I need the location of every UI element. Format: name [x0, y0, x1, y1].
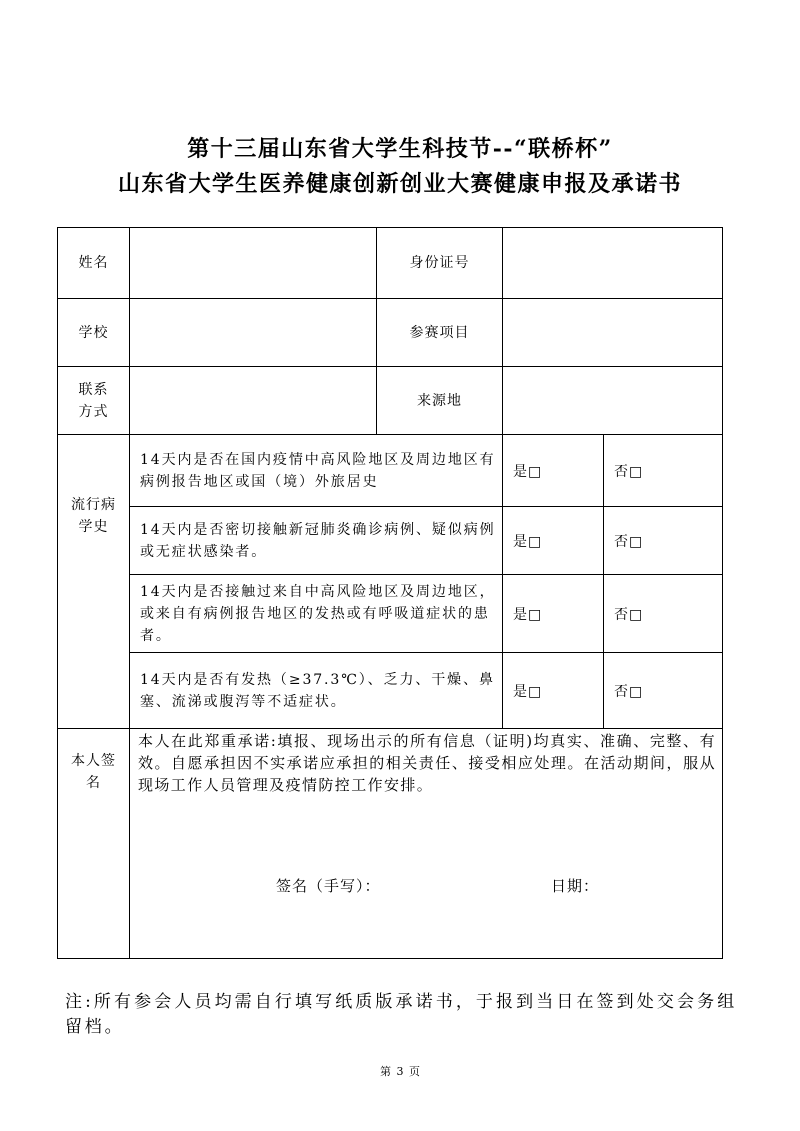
- contact-label-cell: [57, 366, 130, 435]
- title-line-1: 第十三届山东省大学生科技节--“联桥杯”: [187, 136, 613, 162]
- question-4-yes-option[interactable]: [502, 652, 604, 729]
- question-cell: [129, 652, 503, 729]
- origin-label-cell: [376, 366, 503, 435]
- signature-section-label: 本人签名: [71, 753, 116, 791]
- yes-checkbox-label[interactable]: 是□: [513, 533, 543, 550]
- name-field[interactable]: [129, 227, 377, 299]
- question-cell: [129, 434, 503, 507]
- id-number-label-cell: [376, 227, 503, 299]
- footnote: 注:所有参会人员均需自行填写纸质版承诺书，于报到当日在签到处交会务组留档。: [65, 992, 737, 1037]
- no-checkbox-label[interactable]: 否□: [614, 463, 644, 480]
- project-label: 参赛项目: [409, 324, 470, 341]
- name-label: 姓名: [78, 255, 109, 271]
- question-cell: [129, 574, 503, 653]
- question-4-text: 14天内是否有发热（≥37.3℃）、乏力、干燥、鼻塞、流涕或腹泻等不适症状。: [140, 671, 495, 710]
- school-label-cell: [57, 298, 130, 367]
- signature-area[interactable]: [129, 728, 723, 959]
- signature-label-cell: [57, 728, 130, 959]
- question-2-yes-option[interactable]: [502, 506, 604, 575]
- contact-field[interactable]: [129, 366, 377, 435]
- project-label-cell: [376, 298, 503, 367]
- id-number-field[interactable]: [502, 227, 723, 299]
- school-field[interactable]: [129, 298, 377, 367]
- origin-field[interactable]: [502, 366, 723, 435]
- id-number-label: 身份证号: [409, 255, 470, 271]
- title-line-2: 山东省大学生医养健康创新创业大赛健康申报及承诺书: [117, 171, 682, 197]
- question-3-text: 14天内是否接触过来自中高风险地区及周边地区，或来自有病例报告地区的发热或有呼吸道症状的患者。: [140, 583, 496, 644]
- date-label: 日期：: [551, 877, 600, 895]
- question-2-no-option[interactable]: [603, 506, 723, 575]
- question-1-no-option[interactable]: [603, 434, 723, 507]
- question-3-yes-option[interactable]: [502, 574, 604, 653]
- no-checkbox-label[interactable]: 否□: [614, 683, 644, 700]
- yes-checkbox-label[interactable]: 是□: [513, 683, 543, 700]
- contact-label: 联系方式: [78, 381, 109, 420]
- school-label: 学校: [78, 324, 109, 341]
- epidemiology-label: 流行病学史: [71, 497, 116, 535]
- question-1-text: 14天内是否在国内疫情中高风险地区及周边地区有病例报告地区或国（境）外旅居史: [140, 451, 496, 490]
- document-title: [0, 132, 800, 202]
- project-field[interactable]: [502, 298, 723, 367]
- question-cell: [129, 506, 503, 575]
- question-4-no-option[interactable]: [603, 652, 723, 729]
- name-label-cell: [57, 227, 130, 299]
- no-checkbox-label[interactable]: 否□: [614, 606, 644, 623]
- question-2-text: 14天内是否密切接触新冠肺炎确诊病例、疑似病例或无症状感染者。: [140, 521, 496, 560]
- yes-checkbox-label[interactable]: 是□: [513, 463, 543, 480]
- handwritten-signature-label: 签名（手写）：: [276, 877, 381, 895]
- page-number: 第 3 页: [380, 1065, 420, 1078]
- no-checkbox-label[interactable]: 否□: [614, 533, 644, 550]
- origin-label: 来源地: [417, 392, 462, 409]
- question-3-no-option[interactable]: [603, 574, 723, 653]
- epidemiology-label-cell: [57, 434, 130, 729]
- question-1-yes-option[interactable]: [502, 434, 604, 507]
- yes-checkbox-label[interactable]: 是□: [513, 606, 543, 623]
- commitment-statement: 本人在此郑重承诺:填报、现场出示的所有信息（证明)均真实、准确、完整、有效。自愿承担因不实承诺应承担的相关责任、接受相应处理。在活动期间，服从现场工作人员管理及疫情防控工作安排。: [138, 732, 716, 794]
